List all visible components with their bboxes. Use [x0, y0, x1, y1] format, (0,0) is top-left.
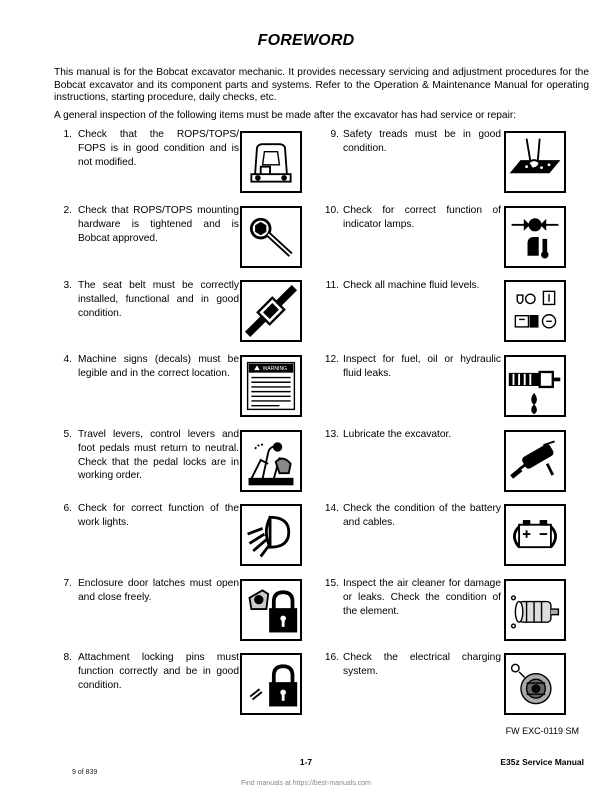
item-text: Check all machine fluid levels. [343, 280, 480, 291]
wrench-bolt-icon [240, 206, 302, 268]
item-text: Safety treads must be in good condition. [343, 129, 501, 154]
warning-decal-icon [240, 355, 302, 417]
item-text: Check for correct function of the work lights. [78, 503, 239, 528]
page-title: FOREWORD [257, 32, 355, 49]
item-text: Inspect for fuel, oil or hydraulic fluid leaks. [343, 354, 501, 379]
seat-belt-icon [240, 280, 302, 342]
item-text: Check the electrical charging system. [343, 652, 501, 677]
item-number: 9. [330, 129, 339, 140]
item-number: 3. [63, 280, 72, 291]
item-text: Check for correct function of indicator lamps. [343, 205, 501, 230]
item-number: 1. [63, 129, 72, 140]
item-text: Check the condition of the battery and cables. [343, 503, 501, 528]
warning-label: WARNING [262, 366, 288, 373]
page-count: 9 of 839 [72, 769, 98, 776]
fluid-leak-icon [504, 355, 566, 417]
item-text: Travel levers, control levers and foot pedals must return to neutral. Check that the pedal locks are in working order. [78, 429, 239, 482]
source-footer: Find manuals at https://best-manuals.com [241, 780, 371, 787]
safety-tread-icon [504, 131, 566, 193]
air-cleaner-icon [504, 579, 566, 641]
item-number: 8. [63, 652, 72, 663]
item-number: 7. [63, 578, 72, 589]
grease-gun-icon [504, 430, 566, 492]
fluid-levels-icon [504, 280, 566, 342]
item-number: 10. [324, 205, 339, 216]
indicator-lamps-icon [504, 206, 566, 268]
work-light-icon [240, 504, 302, 566]
manual-name: E35z Service Manual [500, 757, 584, 767]
item-text: Check that ROPS/TOPS mounting hardware is tightened and is Bobcat approved. [78, 205, 239, 244]
locking-pin-padlock-icon [240, 653, 302, 715]
alternator-icon [504, 653, 566, 715]
item-text: Attachment locking pins must function correctly and be in good condition. [78, 652, 239, 691]
item-number: 2. [63, 205, 72, 216]
item-text: Inspect the air cleaner for damage or leaks. Check the condition of the element. [343, 578, 501, 617]
item-text: Check that the ROPS/TOPS/ FOPS is in good condition and is not modified. [78, 129, 239, 168]
inspection-intro: A general inspection of the following items must be made after the excavator has had service or repair: [54, 110, 517, 121]
item-number: 14. [324, 503, 339, 514]
item-number: 11. [325, 280, 339, 291]
item-number: 5. [63, 429, 72, 440]
control-levers-icon [240, 430, 302, 492]
item-number: 4. [63, 354, 72, 365]
item-text: Enclosure door latches must open and close freely. [78, 578, 239, 603]
item-text: Lubricate the excavator. [343, 429, 452, 440]
item-number: 12. [324, 354, 339, 365]
battery-icon [504, 504, 566, 566]
rops-cab-icon [240, 131, 302, 193]
door-latch-lock-icon [240, 579, 302, 641]
item-number: 6. [63, 503, 72, 514]
page-number: 1-7 [299, 757, 313, 767]
document-id: FW EXC-0119 SM [505, 726, 579, 736]
item-number: 13. [324, 429, 339, 440]
item-text: Machine signs (decals) must be legible and in the correct location. [78, 354, 239, 379]
intro-paragraph: This manual is for the Bobcat excavator mechanic. It provides necessary servicing and adjustment procedures for the Bobcat excavator and its component parts and systems. Refer to the Operation & Maintenance Manual for operating instructions, starting procedure, daily checks, etc. [54, 67, 589, 104]
item-text: The seat belt must be correctly installed, functional and in good condition. [78, 280, 239, 319]
item-number: 15. [324, 578, 339, 589]
item-number: 16. [324, 652, 339, 663]
